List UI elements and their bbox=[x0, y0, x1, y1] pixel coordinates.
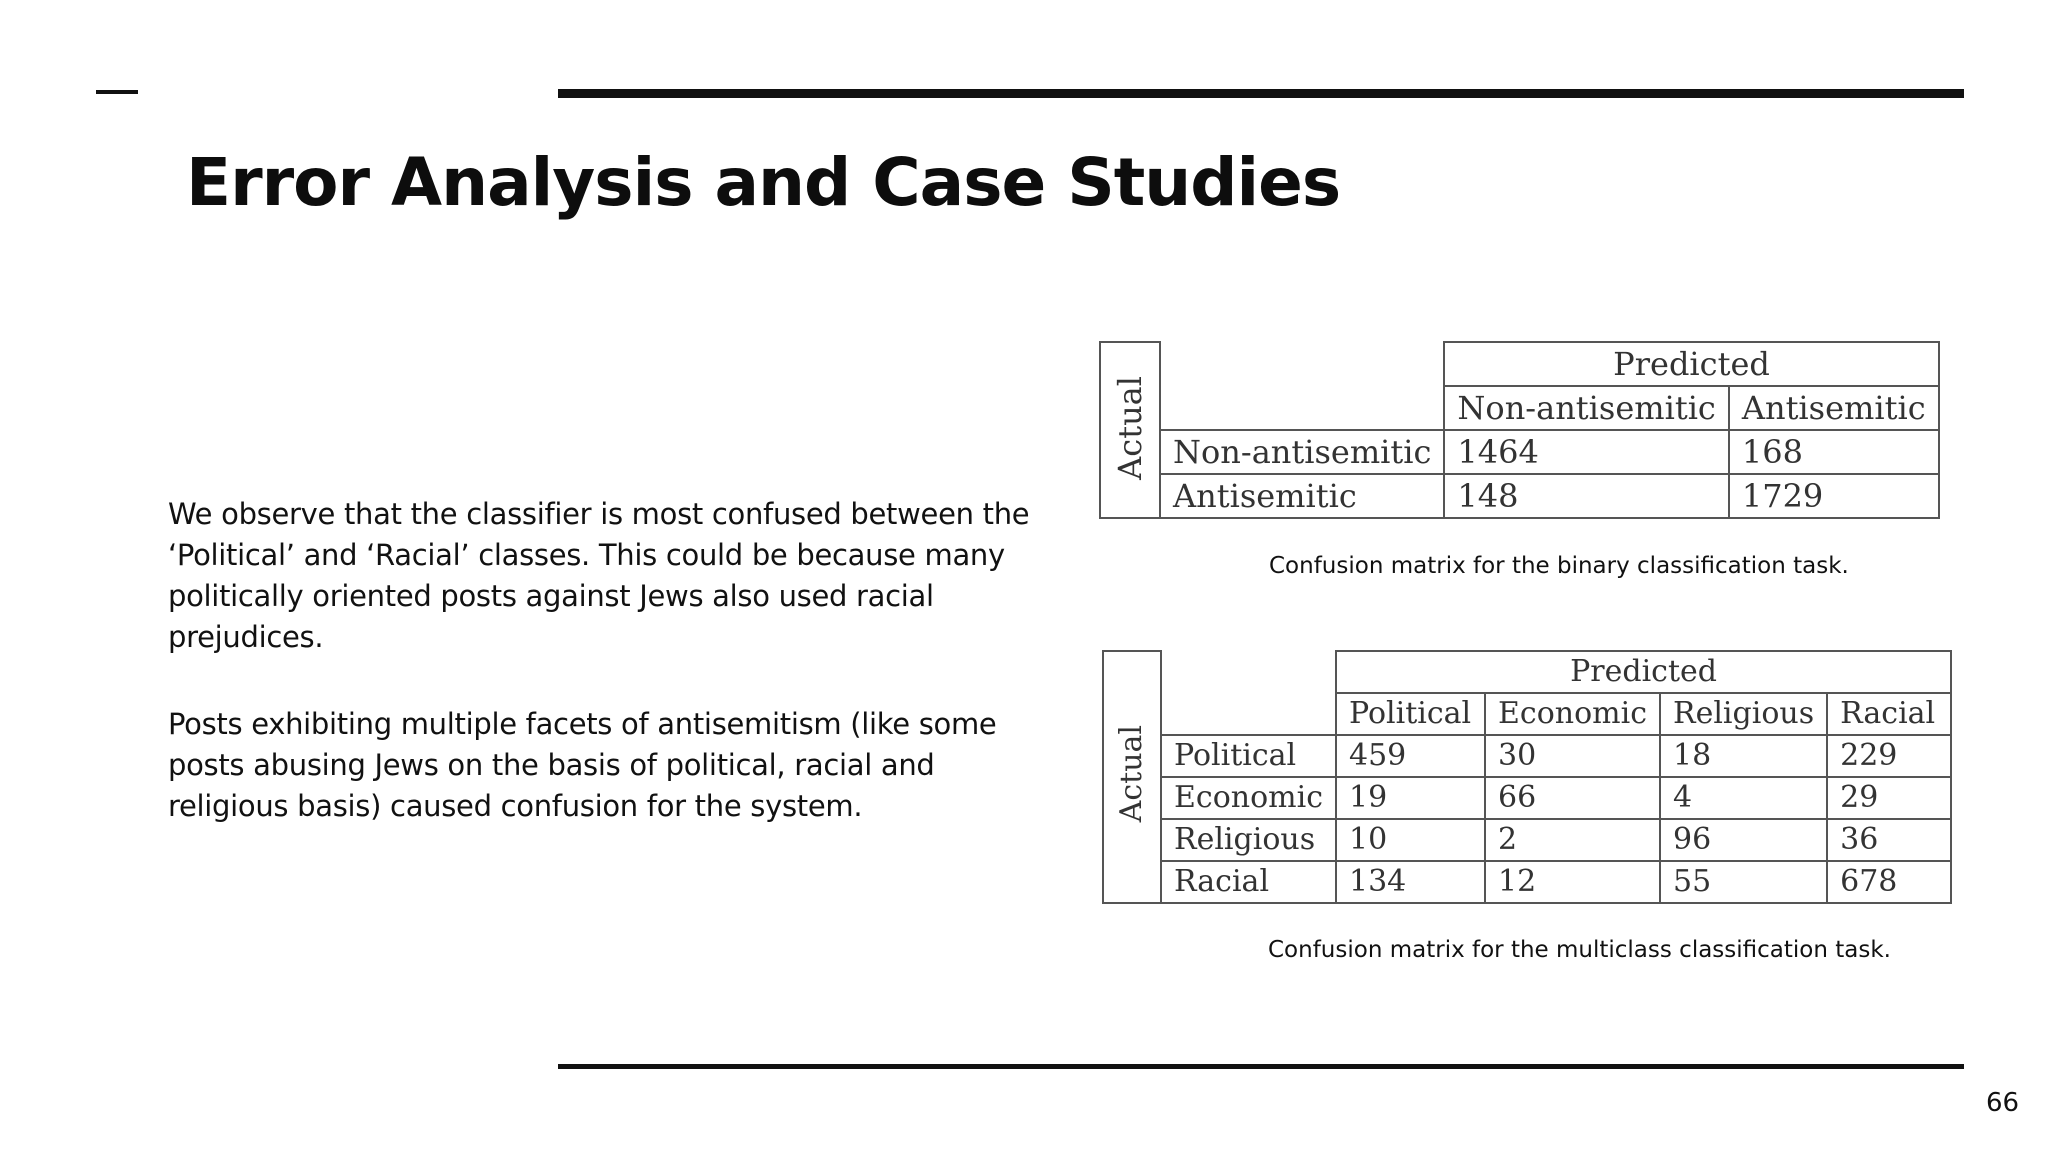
table-row bbox=[1103, 777, 1951, 819]
table-row bbox=[1103, 861, 1951, 903]
actual-axis-label: Actual bbox=[1103, 651, 1161, 903]
row-header: Political bbox=[1161, 735, 1336, 777]
matrix-cell: 12 bbox=[1485, 861, 1660, 903]
column-header: Antisemitic bbox=[1729, 386, 1939, 430]
table-row bbox=[1100, 430, 1939, 474]
matrix-cell: 10 bbox=[1336, 819, 1485, 861]
row-header: Non-antisemitic bbox=[1160, 430, 1444, 474]
row-header: Economic bbox=[1161, 777, 1336, 819]
matrix-cell: 459 bbox=[1336, 735, 1485, 777]
matrix-cell: 19 bbox=[1336, 777, 1485, 819]
matrix-cell: 96 bbox=[1660, 819, 1827, 861]
binary-confusion-matrix bbox=[1099, 341, 1940, 519]
table-row bbox=[1103, 819, 1951, 861]
row-header: Religious bbox=[1161, 819, 1336, 861]
column-header: Political bbox=[1336, 693, 1485, 735]
matrix-cell: 55 bbox=[1660, 861, 1827, 903]
matrix-cell: 1729 bbox=[1729, 474, 1939, 518]
matrix-cell: 4 bbox=[1660, 777, 1827, 819]
matrix-cell: 36 bbox=[1827, 819, 1951, 861]
corner-cell bbox=[1160, 342, 1444, 430]
matrix-cell: 678 bbox=[1827, 861, 1951, 903]
actual-axis-label: Actual bbox=[1100, 342, 1160, 518]
table-row bbox=[1100, 474, 1939, 518]
matrix-cell: 134 bbox=[1336, 861, 1485, 903]
binary-matrix-caption: Confusion matrix for the binary classification task. bbox=[1269, 553, 1849, 579]
decorative-short-rule bbox=[96, 90, 138, 94]
page-number: 66 bbox=[1986, 1088, 2020, 1118]
matrix-cell: 168 bbox=[1729, 430, 1939, 474]
matrix-cell: 2 bbox=[1485, 819, 1660, 861]
column-header: Non-antisemitic bbox=[1444, 386, 1728, 430]
slide-title: Error Analysis and Case Studies bbox=[186, 144, 1341, 221]
bottom-divider-rule bbox=[558, 1064, 1964, 1069]
matrix-cell: 29 bbox=[1827, 777, 1951, 819]
matrix-cell: 148 bbox=[1444, 474, 1728, 518]
multiclass-confusion-matrix bbox=[1102, 650, 1952, 904]
top-divider-rule bbox=[558, 89, 1964, 98]
matrix-cell: 1464 bbox=[1444, 430, 1728, 474]
predicted-header: Predicted bbox=[1444, 342, 1938, 386]
column-header: Religious bbox=[1660, 693, 1827, 735]
column-header: Economic bbox=[1485, 693, 1660, 735]
row-header: Antisemitic bbox=[1160, 474, 1444, 518]
multiclass-matrix-caption: Confusion matrix for the multiclass classification task. bbox=[1268, 937, 1891, 963]
predicted-header: Predicted bbox=[1336, 651, 1951, 693]
body-paragraph-1: We observe that the classifier is most confused between the ‘Political’ and ‘Racial’ classes. This could be because many politically oriented posts against Jews also used racial prejudices. bbox=[168, 497, 1030, 654]
matrix-cell: 18 bbox=[1660, 735, 1827, 777]
matrix-cell: 229 bbox=[1827, 735, 1951, 777]
matrix-cell: 30 bbox=[1485, 735, 1660, 777]
matrix-cell: 66 bbox=[1485, 777, 1660, 819]
column-header: Racial bbox=[1827, 693, 1951, 735]
body-paragraph-2: Posts exhibiting multiple facets of antisemitism (like some posts abusing Jews on the basis of political, racial and religious basis) caused confusion for the system. bbox=[168, 707, 997, 823]
table-row bbox=[1103, 735, 1951, 777]
row-header: Racial bbox=[1161, 861, 1336, 903]
corner-cell bbox=[1161, 651, 1336, 735]
